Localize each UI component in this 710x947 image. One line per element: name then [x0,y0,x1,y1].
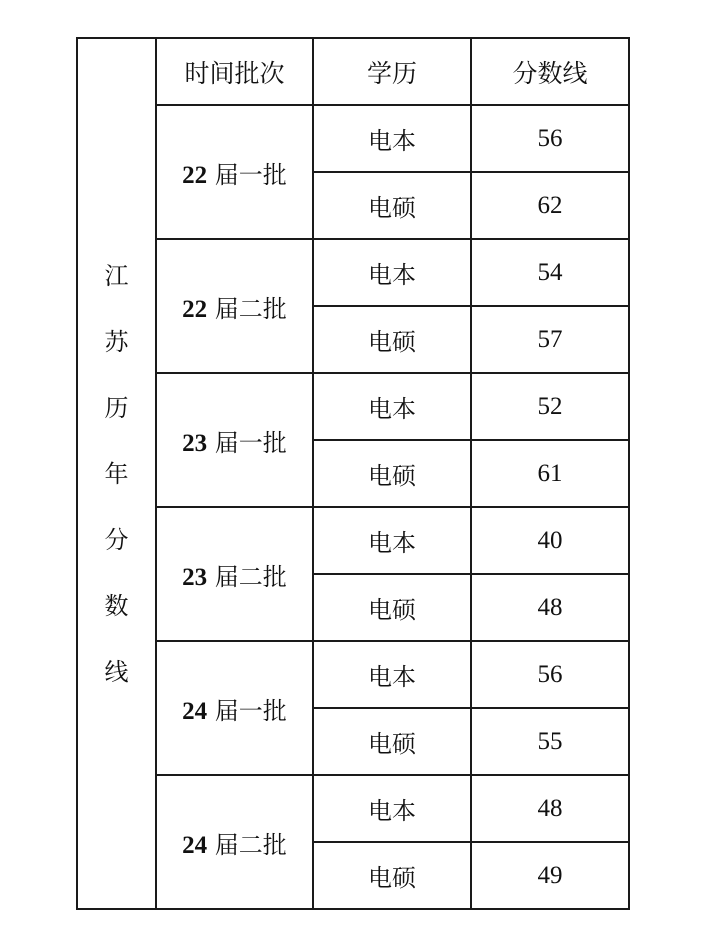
batch-label: 届一批 [207,160,287,189]
table-row [77,507,629,574]
batch-cell [156,775,313,909]
table-body [77,38,629,909]
side-label [77,38,156,909]
batch-year: 22 [182,295,208,323]
batch-cell [156,507,313,641]
education-cell: 电本 [313,507,471,574]
header-education: 学历 [313,38,471,105]
score-cell: 49 [471,842,629,909]
score-cell: 56 [471,641,629,708]
education-cell: 电硕 [313,842,471,909]
education-cell: 电硕 [313,708,471,775]
score-cell: 40 [471,507,629,574]
batch-label: 届二批 [207,830,287,859]
education-cell: 电硕 [313,306,471,373]
batch-cell [156,105,313,239]
batch-year: 23 [182,429,208,457]
score-cell: 57 [471,306,629,373]
batch-year: 23 [182,563,208,591]
score-cell: 48 [471,775,629,842]
education-cell: 电本 [313,775,471,842]
header-row [77,38,629,105]
education-cell: 电硕 [313,574,471,641]
header-score: 分数线 [471,38,629,105]
education-cell: 电硕 [313,440,471,507]
education-cell: 电本 [313,105,471,172]
batch-cell [156,239,313,373]
side-label-char: 年 [104,459,129,488]
education-cell: 电本 [313,239,471,306]
side-label-char: 苏 [104,327,129,356]
score-cell: 48 [471,574,629,641]
education-cell: 电本 [313,373,471,440]
batch-label: 届一批 [207,428,287,457]
table-row [77,641,629,708]
batch-year: 24 [182,831,208,859]
side-label-char: 数 [104,591,129,620]
batch-cell [156,641,313,775]
education-cell: 电硕 [313,172,471,239]
batch-year: 24 [182,697,208,725]
score-cell: 55 [471,708,629,775]
table-row [77,373,629,440]
score-cell: 62 [471,172,629,239]
score-table [76,37,630,910]
score-cell: 61 [471,440,629,507]
header-batch: 时间批次 [156,38,313,105]
side-label-char: 历 [104,393,129,422]
side-label-char: 分 [104,525,129,554]
table-row [77,239,629,306]
score-cell: 56 [471,105,629,172]
batch-year: 22 [182,161,208,189]
education-cell: 电本 [313,641,471,708]
batch-cell [156,373,313,507]
side-label-char: 线 [104,657,129,686]
score-cell: 54 [471,239,629,306]
score-cell: 52 [471,373,629,440]
table-row [77,775,629,842]
batch-label: 届二批 [207,562,287,591]
side-label-char: 江 [104,261,129,290]
batch-label: 届二批 [207,294,287,323]
table-row [77,105,629,172]
batch-label: 届一批 [207,696,287,725]
